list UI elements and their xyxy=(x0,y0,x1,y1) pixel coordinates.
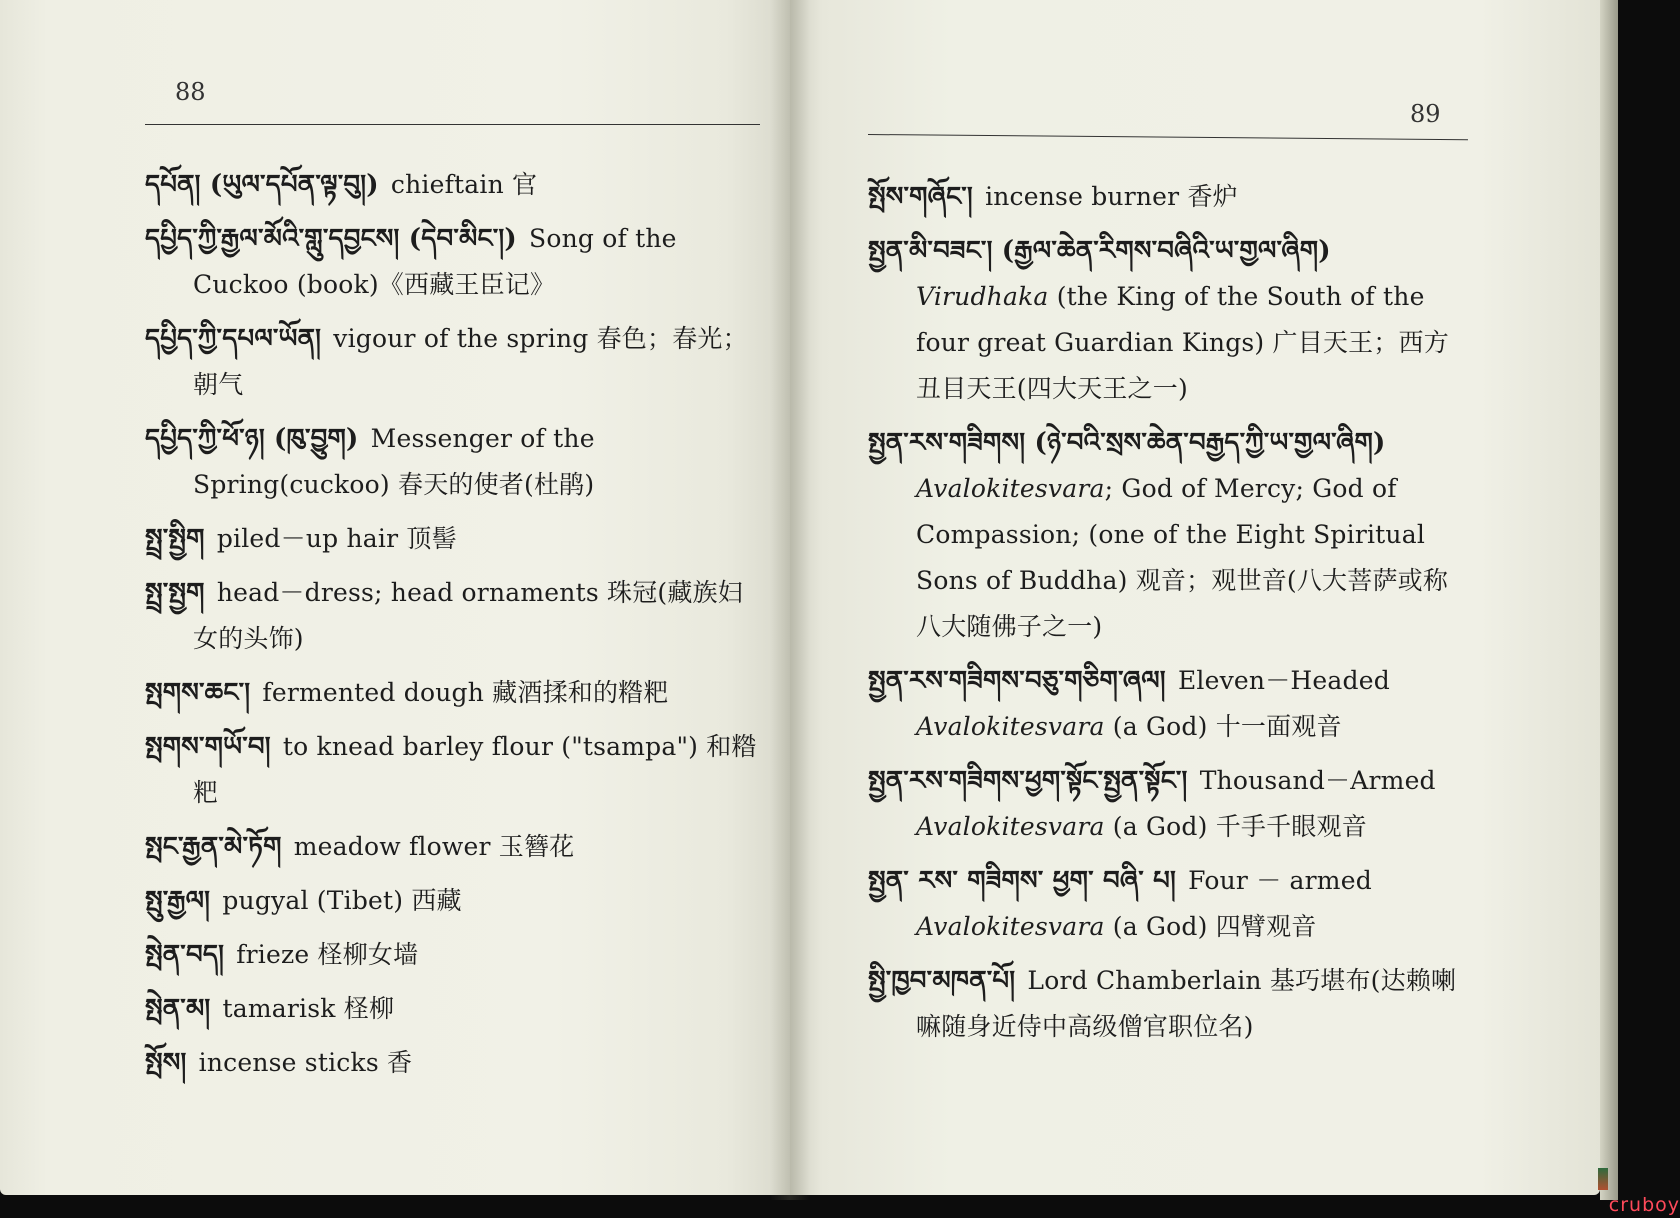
definition: head－dress; head ornaments 珠冠(藏族妇女的头饰) xyxy=(193,578,743,653)
dictionary-entry xyxy=(145,824,760,870)
dictionary-entry xyxy=(868,758,1466,850)
definition: incense burner 香炉 xyxy=(985,182,1238,211)
definition: Messenger of the Spring(cuckoo) 春天的使者(杜鹃) xyxy=(193,424,595,499)
dictionary-entry xyxy=(868,958,1466,1050)
dictionary-entry xyxy=(868,174,1466,220)
tibetan-headword: སྤུ་རྒྱལ། xyxy=(145,886,211,916)
dictionary-entry xyxy=(145,932,760,978)
dictionary-entry xyxy=(145,1040,760,1086)
dictionary-entry xyxy=(145,724,760,816)
tibetan-headword: སྤྱི་ཁྱབ་མཁན་པོ། xyxy=(868,966,1016,996)
dictionary-entry xyxy=(145,878,760,924)
definition-italic-term: Avalokitesvara xyxy=(916,712,1105,741)
tibetan-headword: དཔོན། (ཡུལ་དཔོན་ལྟ་བུ།) xyxy=(145,170,379,200)
definition: fermented dough 藏酒揉和的糌粑 xyxy=(262,678,669,707)
definition: incense sticks 香 xyxy=(198,1048,413,1077)
left-page xyxy=(0,0,790,1195)
dictionary-entry xyxy=(145,670,760,716)
tibetan-headword: སྤང་རྒྱན་མེ་ཏོག xyxy=(145,832,282,862)
header-rule-right xyxy=(868,134,1468,140)
definition: (a God) 十一面观音 xyxy=(1112,712,1342,741)
dictionary-entry xyxy=(145,162,760,208)
definition: ; God of Mercy; God of Compassion; (one of the Eight Spiritual Sons of Buddha) 观音；观世音(八大菩萨或称八大随佛子之一) xyxy=(916,474,1449,641)
right-entries xyxy=(868,174,1466,1058)
left-entries xyxy=(145,162,760,1094)
definition-lead: Eleven－Headed xyxy=(1177,666,1390,695)
dictionary-entry xyxy=(145,570,760,662)
definition-italic-term: Virudhaka xyxy=(916,282,1049,311)
dictionary-entry xyxy=(145,416,760,508)
tibetan-headword: སྤེན་བད། xyxy=(145,940,225,970)
definition: tamarisk 柽柳 xyxy=(222,994,395,1023)
definition: (the King of the South of the four great Guardian Kings) 广目天王；西方丑目天王(四大天王之一) xyxy=(916,282,1449,403)
definition-lead: Four － armed xyxy=(1188,866,1372,895)
dictionary-entry xyxy=(868,658,1466,750)
definition-lead: Thousand－Armed xyxy=(1199,766,1436,795)
tibetan-headword: སྤྱན་རས་གཟིགས་བཅུ་གཅིག་ཞལ། xyxy=(868,666,1166,696)
tibetan-headword: དཔྱིད་ཀྱི་ཕོ་ཉ། (ཁུ་བྱུག) xyxy=(145,424,359,454)
definition: chieftain 官 xyxy=(390,170,538,199)
definition: frieze 柽柳女墙 xyxy=(236,940,419,969)
dictionary-entry xyxy=(868,228,1466,412)
watermark: cruboy xyxy=(1608,1194,1680,1216)
dictionary-entry xyxy=(145,986,760,1032)
tibetan-headword: སྤགས་གཡོ་བ། xyxy=(145,732,271,762)
definition: to knead barley flour ("tsampa") 和糌粑 xyxy=(193,732,757,807)
tibetan-headword: སྤགས་ཆང་། xyxy=(145,678,251,708)
dictionary-entry xyxy=(145,216,760,308)
page-number-left: 88 xyxy=(175,78,206,106)
definition: pugyal (Tibet) 西藏 xyxy=(222,886,462,915)
tibetan-headword: སྤོས། xyxy=(145,1048,187,1078)
definition: (a God) 四臂观音 xyxy=(1112,912,1317,941)
definition-italic-term: Avalokitesvara xyxy=(916,474,1105,503)
tibetan-headword: སྤྲ་སྤྱག xyxy=(145,578,205,608)
definition: vigour of the spring 春色；春光；朝气 xyxy=(193,324,748,399)
cover-corner xyxy=(1598,1168,1608,1190)
dictionary-entry xyxy=(145,316,760,408)
definition: Song of the Cuckoo (book)《西藏王臣记》 xyxy=(193,224,677,299)
page-number-right: 89 xyxy=(1410,100,1441,128)
tibetan-headword: སྤྲ་སྤྱིག xyxy=(145,524,205,554)
tibetan-headword: དཔྱིད་ཀྱི་དཔལ་ཡོན། xyxy=(145,324,322,354)
header-rule-left xyxy=(145,124,760,125)
tibetan-headword: སྤྱན་མི་བཟང་། (རྒྱལ་ཆེན་རིགས་བཞིའི་ཡ་གྱལ་ཞིག) xyxy=(868,236,1331,266)
definition: (a God) 千手千眼观音 xyxy=(1112,812,1367,841)
tibetan-headword: སྤོས་གཞོང་། xyxy=(868,182,973,212)
tibetan-headword: སྤྱན་རས་གཟིགས་ཕྱག་སྟོང་སྤྱན་སྟོང་། xyxy=(868,766,1188,796)
tibetan-headword: སྤྱན་རས་གཟིགས། (ཉེ་བའི་སྲས་ཆེན་བརྒྱད་ཀྱི་ཡ་གྱལ་ཞིག) xyxy=(868,428,1386,458)
dictionary-entry xyxy=(145,516,760,562)
page-edge xyxy=(1600,0,1618,1200)
dictionary-entry xyxy=(868,420,1466,650)
definition: meadow flower 玉簪花 xyxy=(293,832,575,861)
dictionary-entry xyxy=(868,858,1466,950)
tibetan-headword: སྤེན་མ། xyxy=(145,994,211,1024)
definition-italic-term: Avalokitesvara xyxy=(916,812,1105,841)
definition: piled－up hair 顶髻 xyxy=(216,524,457,553)
tibetan-headword: སྤྱན་ རས་ གཟིགས་ ཕྱག་ བཞི་ པ། xyxy=(868,866,1177,896)
definition: Lord Chamberlain 基巧堪布(达赖喇嘛随身近侍中高级僧官职位名) xyxy=(916,966,1457,1041)
definition-italic-term: Avalokitesvara xyxy=(916,912,1105,941)
right-page xyxy=(790,0,1600,1195)
book-gutter xyxy=(770,0,810,1200)
tibetan-headword: དཔྱིད་ཀྱི་རྒྱལ་མོའི་གླུ་དབྱངས། (དེབ་མིང་།) xyxy=(145,224,517,254)
